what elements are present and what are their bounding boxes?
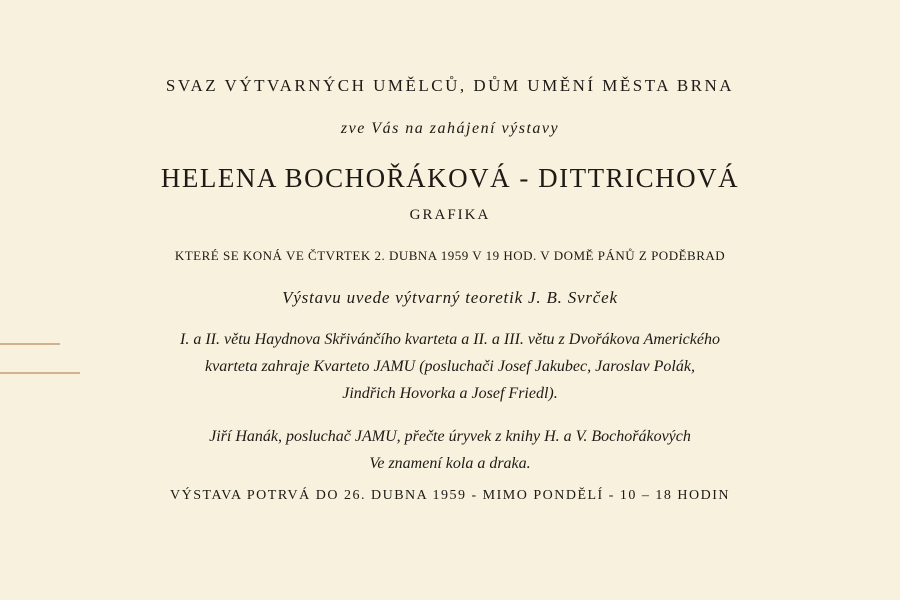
paper-stain — [0, 343, 60, 345]
footer-line: VÝSTAVA POTRVÁ DO 26. DUBNA 1959 - MIMO PONDĚLÍ - 10 – 18 HODIN — [170, 488, 730, 503]
organizer-heading: SVAZ VÝTVARNÝCH UMĚLCŮ, DŮM UMĚNÍ MĚSTA BRNA — [165, 76, 735, 95]
date-line: KTERÉ SE KONÁ VE ČTVRTEK 2. DUBNA 1959 V 19 HOD. V DOMĚ PÁNŮ Z PODĚBRAD — [174, 248, 726, 263]
genre: GRAFIKA — [409, 207, 491, 223]
music-line: Jindřich Hovorka a Josef Friedl). — [342, 385, 558, 402]
music-line: kvarteta zahraje Kvarteto JAMU (posluchači Josef Jakubec, Jaroslav Polák, — [205, 358, 695, 375]
reading-line: Jiří Hanák, posluchač JAMU, přečte úryvek z knihy H. a V. Bochořákových — [209, 428, 691, 445]
opening-line: Výstavu uvede výtvarný teoretik J. B. Svrček — [282, 288, 618, 307]
music-line: I. a II. větu Haydnova Skřivánčího kvarteta a II. a III. větu z Dvořákova Amerického — [180, 331, 720, 348]
invitation-line: zve Vás na zahájení výstavy — [340, 120, 560, 137]
artist-name: HELENA BOCHOŘÁKOVÁ - DITTRICHOVÁ — [160, 163, 740, 193]
paper-stain — [0, 372, 80, 374]
reading-line: Ve znamení kola a draka. — [369, 455, 531, 472]
